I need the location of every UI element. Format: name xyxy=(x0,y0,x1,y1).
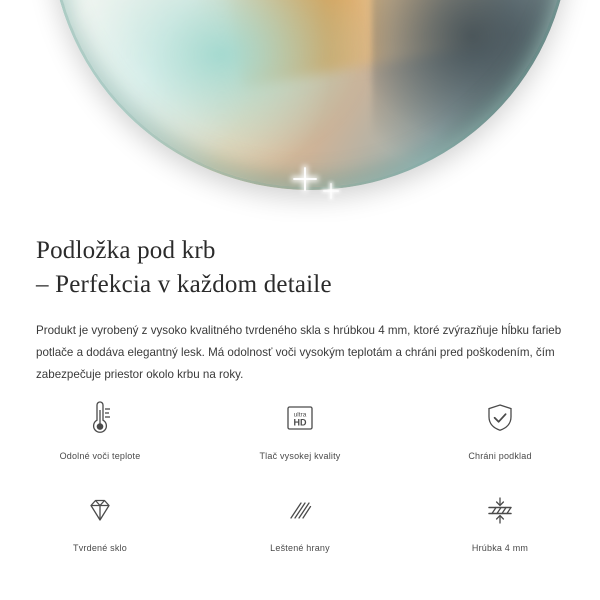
feature-item-polished-edges xyxy=(200,487,400,579)
page-title xyxy=(0,222,600,302)
hero-image xyxy=(0,0,600,222)
feature-label: Hrúbka 4 mm xyxy=(471,543,529,553)
svg-text:HD: HD xyxy=(293,417,307,428)
diamond-icon xyxy=(80,487,120,533)
description-text: Produkt je vyrobený z vysoko kvalitného tvrdeného skla s hrúbkou 4 mm, ktoré zvýrazňuje hĺbku farieb potlače a dodáva elegantný lesk. Má odolnosť voči vysokým teplotám a chráni pred poškodením, čím zabezpečuje priestor okolo krbu na roky. xyxy=(36,324,562,381)
feature-item-heat-resistance xyxy=(0,395,200,487)
thermometer-icon xyxy=(80,395,120,441)
svg-text:ultra: ultra xyxy=(293,411,307,419)
headline-line-2: – Perfekcia v každom detaile xyxy=(36,271,332,298)
polished-edges-icon xyxy=(280,487,320,533)
feature-item-thickness xyxy=(400,487,600,579)
feature-item-tempered-glass xyxy=(0,487,200,579)
content-block xyxy=(0,222,600,386)
feature-item-surface-protection xyxy=(400,395,600,487)
feature-label: Chráni podklad xyxy=(468,451,532,461)
thickness-arrows-icon xyxy=(480,487,520,533)
headline-line-1: Podložka pod krb xyxy=(36,237,216,264)
ultra-hd-icon xyxy=(280,395,320,441)
shield-check-icon xyxy=(480,395,520,441)
feature-label: Tlač vysokej kvality xyxy=(259,451,341,461)
feature-grid xyxy=(0,395,600,579)
feature-label: Leštené hrany xyxy=(270,543,330,553)
glass-disc-product-image xyxy=(50,0,570,190)
feature-item-print-quality xyxy=(200,395,400,487)
feature-label: Odolné voči teplote xyxy=(59,451,141,461)
feature-label: Tvrdené sklo xyxy=(73,543,127,553)
